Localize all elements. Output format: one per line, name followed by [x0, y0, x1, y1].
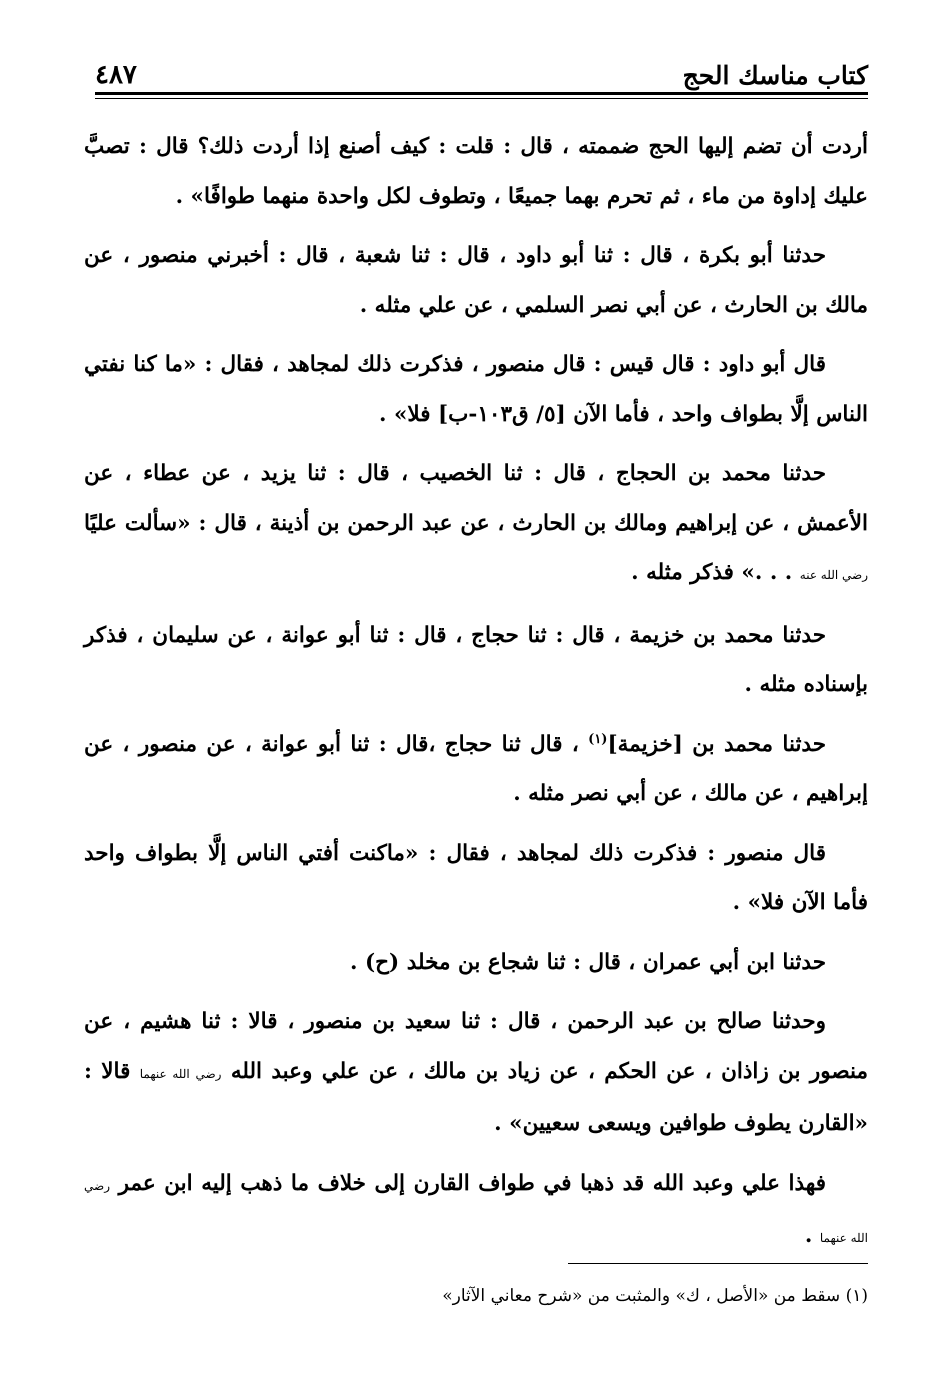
paragraph-7: قال منصور : فذكرت ذلك لمجاهد ، فقال : «ماكنت أفتي الناس إلَّا بطواف واحد فأما الآن فلا» . [84, 840, 868, 915]
paragraph-5: حدثنا محمد بن خزيمة ، قال : ثنا حجاج ، قال : ثنا أبو عوانة ، عن سليمان ، فذكر بإسناده مثله . [84, 622, 868, 697]
paragraph-10 [84, 1159, 868, 1264]
paragraph-3: قال أبو داود : قال قيس : قال منصور ، فذكرت ذلك لمجاهد ، فقال : «ما كنا نفتي الناس إلَّا بطواف واحد ، فأما الآن [٥/ ق١٠٣-ب] فلا» . [84, 352, 868, 427]
page-number: ٤٨٧ [95, 60, 137, 90]
footnote-separator [568, 1263, 868, 1264]
paragraph-9 [84, 997, 868, 1149]
page-header [95, 42, 868, 92]
honorific-glyph: رضي الله عنه [799, 568, 868, 582]
paragraph-6-text: حدثنا محمد بن [خزيمة] [607, 731, 827, 757]
header-rule-thin [95, 98, 868, 99]
paragraph-1: أردت أن تضم إليها الحج ضممته ، قال : قلت : كيف أصنع إذا أردت ذلك؟ قال : تصبَّ عليك إداوة من ماء ، ثم تحرم بهما جميعًا ، وتطوف لكل واحدة منهما طوافًا» . [84, 134, 868, 209]
running-title: كتاب مناسك الحج [682, 61, 868, 90]
footnote: (١) سقط من «الأصل ، ك» والمثبت من «شرح معاني الآثار» [442, 1286, 868, 1306]
paragraph-6-tail: ، قال ثنا حجاج ،قال : ثنا أبو عوانة ، عن منصور ، عن إبراهيم ، عن مالك ، عن أبي نصر مثله . [84, 731, 868, 806]
paragraph-4 [84, 449, 868, 601]
paragraph-8: حدثنا ابن أبي عمران ، قال : ثنا شجاع بن مخلد (ح) . [350, 949, 826, 975]
paragraph-4-tail: . . .» فذكر مثله . [631, 560, 800, 585]
paragraph-10-tail: . [804, 1223, 820, 1248]
paragraph-4-text: حدثنا محمد بن الحجاج ، قال : ثنا الخصيب ، قال : ثنا يزيد ، عن عطاء ، عن الأعمش ، عن إبراهيم ومالك بن الحارث ، عن عبد الرحمن بن أذينة ، قال : «سألت عليًا [84, 461, 868, 536]
honorific-glyph: رضي الله عنهما [139, 1066, 222, 1081]
paragraph-2: حدثنا أبو بكرة ، قال : ثنا أبو داود ، قال : ثنا شعبة ، قال : أخبرني منصور ، عن مالك بن الحارث ، عن أبي نصر السلمي ، عن علي مثله . [84, 243, 868, 318]
main-text [84, 122, 868, 1274]
honorific-glyph: رضي الله عنهما [84, 1178, 868, 1245]
paragraph-9-tail: قالا : «القارن يطوف طوافين ويسعى سعيين» . [84, 1058, 868, 1136]
paragraph-6 [84, 720, 868, 819]
header-rule-thick [95, 92, 868, 95]
footnote-reference: (١) [588, 731, 608, 747]
paragraph-10-text: فهذا علي وعبد الله قد ذهبا في طواف القارن إلى خلاف ما ذهب إليه ابن عمر [118, 1170, 826, 1196]
paragraph-9-text: وحدثنا صالح بن عبد الرحمن ، قال : ثنا سعيد بن منصور ، قالا : ثنا هشيم ، عن منصور بن زاذان ، عن الحكم ، عن زياد بن مالك ، عن علي وعبد الله [84, 1009, 869, 1084]
